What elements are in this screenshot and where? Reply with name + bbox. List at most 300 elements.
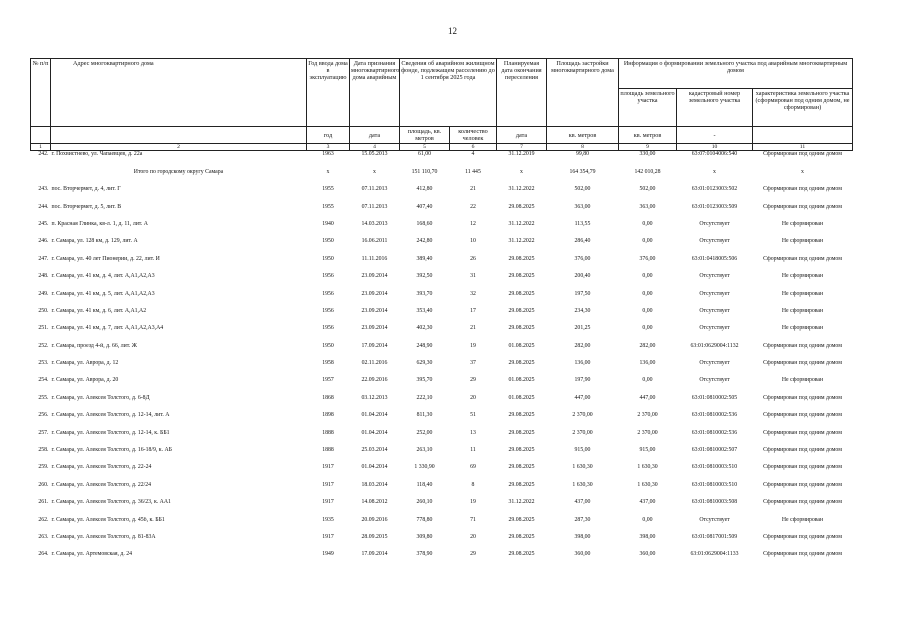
cadastral-number-cell: Отсутствует — [699, 377, 730, 384]
planned-date-cell: 29.08.2025 — [508, 273, 535, 280]
characteristic-cell: Сформирован под одним домом — [763, 255, 842, 262]
building-area-cell: 447,00 — [574, 394, 591, 401]
people-count-cell: 22 — [470, 203, 476, 210]
address-cell: г. Самара, ул. Алексея Толстого, д. 12-14, к. ББ1 — [51, 429, 170, 436]
area-cell: 407,40 — [416, 203, 433, 210]
cadastral-number-cell: Отсутствует — [699, 290, 730, 297]
characteristic-cell: Не сформирован — [781, 273, 824, 280]
row-number: 264. — [38, 551, 49, 558]
year-cell: 1956 — [322, 273, 334, 280]
recognition-date-cell: 25.03.2014 — [361, 447, 388, 454]
table-row — [31, 551, 853, 568]
column-number: 8 — [547, 144, 619, 151]
characteristic-cell: Не сформирован — [781, 290, 824, 297]
year-cell: 1949 — [322, 551, 334, 558]
building-area-cell: 2 370,00 — [572, 429, 593, 436]
unit-building-area: кв. метров — [547, 127, 619, 144]
row-number: 257. — [38, 429, 49, 436]
address-cell: г. Самара, ул. Алексея Толстого, д. 36/23, к. АА1 — [51, 499, 171, 506]
row-number: 256. — [38, 412, 49, 419]
characteristic-cell: Не сформирован — [781, 377, 824, 384]
recognition-date-cell: 03.12.2013 — [361, 394, 388, 401]
people-count-cell: 11 445 — [465, 168, 481, 175]
cadastral-number-cell: Отсутствует — [699, 516, 730, 523]
header-address: Адрес многоквартирного дома — [51, 59, 307, 127]
table-row — [31, 221, 853, 238]
recognition-date-cell: 02.11.2016 — [361, 360, 388, 367]
area-cell: 118,40 — [416, 481, 433, 488]
row-number: 261. — [38, 499, 49, 506]
building-area-cell: 286,40 — [574, 238, 591, 245]
area-cell: 353,40 — [416, 307, 433, 314]
building-area-cell: 287,30 — [574, 516, 591, 523]
land-area-cell: 363,00 — [639, 203, 656, 210]
row-number: 258. — [38, 447, 49, 454]
area-cell: 378,90 — [416, 551, 433, 558]
land-area-cell: 0,00 — [642, 273, 653, 280]
address-cell: г. Самара, ул. 41 км, д. 6, лит. А,А1,А2 — [51, 307, 147, 314]
cadastral-number-cell: Отсутствует — [699, 238, 730, 245]
recognition-date-cell: 07.11.2013 — [361, 186, 388, 193]
building-area-cell: 282,00 — [574, 342, 591, 349]
table-row — [31, 464, 853, 481]
building-area-cell: 363,00 — [574, 203, 591, 210]
row-number: 254. — [38, 377, 49, 384]
address-cell: г. Похвистнево, ул. Чапаевцев, д. 22а — [51, 151, 307, 169]
area-cell: 248,90 — [416, 342, 433, 349]
building-area-cell: 1 630,30 — [572, 464, 593, 471]
area-cell: 629,30 — [416, 360, 433, 367]
header-building-area: Площадь застройки многоквартирного дома — [547, 59, 619, 127]
people-count-cell: 11 — [470, 447, 476, 454]
people-count-cell: 37 — [470, 360, 476, 367]
land-area-cell: 915,00 — [639, 447, 656, 454]
planned-date-cell: 29.08.2025 — [508, 551, 535, 558]
recognition-date-cell: 23.09.2014 — [361, 325, 388, 332]
recognition-date-cell: 14.08.2012 — [361, 499, 388, 506]
recognition-date-cell: 16.06.2011 — [361, 238, 388, 245]
cadastral-number-cell: Отсутствует — [699, 307, 730, 314]
cadastral-number-cell: Отсутствует — [699, 325, 730, 332]
recognition-date-cell: 18.03.2014 — [361, 481, 388, 488]
building-area-cell: 437,00 — [574, 499, 591, 506]
land-area-cell: 330,00 — [619, 151, 677, 169]
recognition-date-cell: 01.04.2014 — [361, 412, 388, 419]
cadastral-number-cell: Отсутствует — [699, 273, 730, 280]
planned-date-cell: 29.08.2025 — [508, 464, 535, 471]
recognition-date-cell: 15.05.2013 — [350, 151, 400, 169]
cadastral-number-cell: 63:01:0629004:1133 — [690, 551, 739, 558]
recognition-date-cell: 07.11.2013 — [361, 203, 388, 210]
header-land-info: Информация о формировании земельного участка под аварийным многоквартирным домом — [619, 59, 853, 89]
cadastral-number-cell: 63:01:0810003:510 — [691, 464, 738, 471]
year-cell: 1868 — [322, 394, 334, 401]
header-cadastral: кадастровый номер земельного участка — [677, 89, 753, 127]
planned-date-cell: x — [520, 168, 523, 175]
area-cell: 151 110,70 — [411, 168, 438, 175]
table-row — [31, 291, 853, 308]
area-cell: 412,80 — [416, 186, 433, 193]
characteristic-cell: Сформирован под одним домом — [763, 203, 842, 210]
planned-date-cell: 01.08.2025 — [508, 342, 535, 349]
row-number: 252. — [38, 342, 49, 349]
address-cell: г. Самара, ул. Алексея Толстого, д. 22/24 — [51, 481, 152, 488]
table-row — [31, 186, 853, 203]
cadastral-number-cell: 63:01:0817001:509 — [691, 534, 738, 540]
planned-date-cell: 29.08.2025 — [508, 307, 535, 314]
land-area-cell: 2 370,00 — [637, 429, 658, 436]
table-row — [31, 517, 853, 534]
address-cell: Итого по городскому округу Самара — [133, 168, 224, 175]
cadastral-number-cell: 63:07:0104006:540 — [677, 151, 753, 169]
planned-date-cell: 29.08.2025 — [508, 255, 535, 262]
planned-date-cell: 29.08.2025 — [508, 412, 535, 419]
row-number: 247. — [38, 255, 49, 262]
building-area-cell: 915,00 — [574, 447, 591, 454]
characteristic-cell: Сформирован под одним домом — [753, 151, 853, 169]
column-number: 11 — [753, 144, 853, 151]
planned-date-cell: 29.08.2025 — [508, 481, 535, 488]
planned-date-cell: 31.12.2022 — [508, 220, 535, 227]
year-cell: 1888 — [322, 447, 334, 454]
table-row — [31, 273, 853, 290]
planned-date-cell: 29.08.2025 — [508, 360, 535, 367]
table-row — [31, 169, 853, 186]
area-cell: 260,10 — [416, 499, 433, 506]
address-cell: г. Самара, ул. 41 км, д. 5, лит. А,А1,А2,А3 — [51, 290, 155, 297]
table-row — [31, 430, 853, 447]
header-recognition-date: Дата признания многоквартирного дома аварийным — [350, 59, 400, 127]
land-area-cell: 0,00 — [642, 516, 653, 523]
people-count-cell: 17 — [470, 307, 476, 314]
planned-date-cell: 01.08.2025 — [508, 377, 535, 384]
characteristic-cell: Сформирован под одним домом — [763, 447, 842, 454]
recognition-date-cell: 17.09.2014 — [361, 342, 388, 349]
area-cell: 168,60 — [416, 220, 433, 227]
unit-date: дата — [350, 127, 400, 144]
header-characteristic: характеристика земельного участка (сформирован под одним домом, не сформирован) — [753, 89, 853, 127]
row-number: 248. — [38, 273, 49, 280]
column-number: 5 — [400, 144, 450, 151]
people-count-cell: 20 — [470, 394, 476, 401]
building-area-cell: 1 630,30 — [572, 481, 593, 488]
unit-empty — [31, 127, 51, 144]
year-cell: 1950 — [322, 342, 334, 349]
planned-date-cell: 31.12.2022 — [508, 186, 535, 193]
area-cell: 309,80 — [416, 534, 433, 540]
people-count-cell: 21 — [470, 325, 476, 332]
row-number — [31, 169, 51, 186]
header-land-area: площадь земельного участка — [619, 89, 677, 127]
cadastral-number-cell: x — [713, 168, 716, 175]
building-area-cell: 376,00 — [574, 255, 591, 262]
recognition-date-cell: x — [373, 168, 376, 175]
row-number: 249. — [38, 290, 49, 297]
table-row — [31, 360, 853, 377]
column-number: 7 — [497, 144, 547, 151]
year-cell: 1917 — [322, 534, 334, 540]
address-cell: г. Самара, ул. Алексея Толстого, д. 6-8Д — [51, 394, 150, 401]
land-area-cell: 282,00 — [639, 342, 656, 349]
people-count-cell: 10 — [470, 238, 476, 245]
planned-date-cell: 31.12.2019 — [497, 151, 547, 169]
row-number: 246. — [38, 238, 49, 245]
year-cell: 1956 — [322, 307, 334, 314]
people-count-cell: 4 — [450, 151, 497, 169]
year-cell: 1917 — [322, 481, 334, 488]
year-cell: 1950 — [322, 255, 334, 262]
building-area-cell: 99,80 — [547, 151, 619, 169]
header-year: Год ввода дома в эксплуатацию — [307, 59, 350, 127]
cadastral-number-cell: 63:01:0629004:1132 — [690, 342, 739, 349]
characteristic-cell: Не сформирован — [781, 307, 824, 314]
address-cell: г. Самара, ул. Аврора, д. 20 — [51, 377, 119, 384]
land-area-cell: 360,00 — [639, 551, 656, 558]
table-row — [31, 256, 853, 273]
land-area-cell: 437,00 — [639, 499, 656, 506]
table-row — [31, 395, 853, 412]
people-count-cell: 19 — [470, 342, 476, 349]
address-cell: г. Самара, ул. Аврора, д. 12 — [51, 360, 119, 367]
land-area-cell: 136,00 — [639, 360, 656, 367]
people-count-cell: 29 — [470, 377, 476, 384]
table-row — [31, 447, 853, 464]
area-cell: 392,50 — [416, 273, 433, 280]
building-area-cell: 136,00 — [574, 360, 591, 367]
table-row — [31, 238, 853, 255]
land-area-cell: 0,00 — [642, 238, 653, 245]
year-cell: 1898 — [322, 412, 334, 419]
column-number: 3 — [307, 144, 350, 151]
area-cell: 242,80 — [416, 238, 433, 245]
planned-date-cell: 29.08.2025 — [508, 516, 535, 523]
year-cell: 1917 — [322, 499, 334, 506]
land-area-cell: 0,00 — [642, 307, 653, 314]
address-cell: пос. Вторчермет, д. 4, лит. Г — [51, 186, 121, 193]
people-count-cell: 13 — [470, 429, 476, 436]
recognition-date-cell: 01.04.2014 — [361, 429, 388, 436]
land-area-cell: 1 630,30 — [637, 464, 658, 471]
cadastral-number-cell: 63:01:0810002:507 — [691, 447, 738, 454]
row-number: 255. — [38, 394, 49, 401]
unit-empty — [51, 127, 307, 144]
people-count-cell: 8 — [471, 481, 475, 488]
year-cell: 1956 — [322, 325, 334, 332]
row-number: 242. — [31, 151, 51, 169]
building-area-cell: 234,30 — [574, 307, 591, 314]
cadastral-number-cell: 63:01:0123003:509 — [691, 203, 738, 210]
recognition-date-cell: 28.09.2015 — [361, 534, 388, 540]
row-number: 243. — [38, 186, 49, 193]
characteristic-cell: Не сформирован — [781, 238, 824, 245]
table-row — [31, 204, 853, 221]
people-count-cell: 69 — [470, 464, 476, 471]
people-count-cell: 12 — [470, 220, 476, 227]
people-count-cell: 20 — [470, 534, 476, 540]
cadastral-number-cell: 63:01:0810002:536 — [691, 412, 738, 419]
address-cell: г. Самара, ул. 40 лет Пионерии, д. 22, лит. И — [51, 255, 160, 262]
address-cell: г. Самара, ул. 41 км, д. 7, лит. А,А1,А2,А3,А4 — [51, 325, 164, 332]
characteristic-cell: Не сформирован — [781, 220, 824, 227]
characteristic-cell: Сформирован под одним домом — [763, 499, 842, 506]
year-cell: 1956 — [322, 290, 334, 297]
year-cell: 1917 — [322, 464, 334, 471]
cadastral-number-cell: Отсутствует — [699, 220, 730, 227]
building-area-cell: 398,00 — [574, 534, 591, 540]
land-area-cell: 447,00 — [639, 394, 656, 401]
cadastral-number-cell: Отсутствует — [699, 360, 730, 367]
address-cell: г. Самара, ул. Алексея Толстого, д. 45б, к. ББ1 — [51, 516, 165, 523]
recognition-date-cell: 11.11.2016 — [361, 255, 388, 262]
people-count-cell: 21 — [470, 186, 476, 193]
planned-date-cell: 29.08.2025 — [508, 325, 535, 332]
unit-empty — [753, 127, 853, 144]
row-number: 250. — [38, 307, 49, 314]
characteristic-cell: Не сформирован — [781, 516, 824, 523]
year-cell: x — [326, 168, 330, 175]
area-cell: 402,30 — [416, 325, 433, 332]
cadastral-number-cell: 63:01:0810002:536 — [691, 429, 738, 436]
recognition-date-cell: 22.09.2016 — [361, 377, 388, 384]
year-cell: 1957 — [322, 377, 334, 384]
characteristic-cell: Сформирован под одним домом — [763, 394, 842, 401]
header-planned-date: Планируемая дата окончания переселения — [497, 59, 547, 127]
building-area-cell: 197,90 — [574, 377, 591, 384]
row-number: 245. — [38, 220, 49, 227]
table-row — [31, 482, 853, 499]
table-row — [31, 412, 853, 429]
row-number: 253. — [38, 360, 49, 367]
address-cell: г. Самара, ул. Алексея Толстого, д. 81-83А — [51, 534, 156, 540]
characteristic-cell: Сформирован под одним домом — [763, 481, 842, 488]
address-cell: г. Самара, ул. Артемовская, д. 24 — [51, 551, 133, 558]
people-count-cell: 19 — [470, 499, 476, 506]
table-row — [31, 499, 853, 516]
year-cell: 1963 — [307, 151, 350, 169]
characteristic-cell: Сформирован под одним домом — [763, 551, 842, 558]
area-cell: 222,10 — [416, 394, 433, 401]
unit-land-area: кв. метров — [619, 127, 677, 144]
people-count-cell: 51 — [470, 412, 476, 419]
table-row — [31, 534, 853, 551]
unit-cadastral: - — [677, 127, 753, 144]
address-cell: г. Самара, ул. Алексея Толстого, д. 16-18/9, к. АБ — [51, 447, 173, 454]
building-area-cell: 164 354,79 — [569, 168, 596, 175]
area-cell: 393,70 — [416, 290, 433, 297]
row-number: 260. — [38, 481, 49, 488]
building-area-cell: 201,25 — [574, 325, 591, 332]
cadastral-number-cell: 63:01:0810003:510 — [691, 481, 738, 488]
recognition-date-cell: 23.09.2014 — [361, 307, 388, 314]
column-number: 6 — [450, 144, 497, 151]
planned-date-cell: 29.08.2025 — [508, 290, 535, 297]
characteristic-cell: Сформирован под одним домом — [763, 360, 842, 367]
page-number: 12 — [448, 26, 457, 36]
header-fund-info: Сведения об аварийном жилищном фонде, подлежащем расселению до 1 сентября 2025 года — [400, 59, 497, 127]
area-cell: 1 330,90 — [414, 464, 435, 471]
people-count-cell: 31 — [470, 273, 476, 280]
planned-date-cell: 29.08.2025 — [508, 429, 535, 436]
column-number: 2 — [51, 144, 307, 151]
land-area-cell: 502,00 — [639, 186, 656, 193]
characteristic-cell: Сформирован под одним домом — [763, 429, 842, 436]
row-number: 251. — [38, 325, 49, 332]
address-cell: г. Самара, ул. 41 км, д. 4, лит. А,А1,А2,А3 — [51, 273, 155, 280]
table-row — [31, 308, 853, 325]
characteristic-cell: Сформирован под одним домом — [763, 534, 842, 540]
planned-date-cell: 29.08.2025 — [508, 447, 535, 454]
year-cell: 1950 — [322, 238, 334, 245]
table-row — [31, 343, 853, 360]
unit-area: площадь, кв. метров — [400, 127, 450, 144]
year-cell: 1958 — [322, 360, 334, 367]
unit-people: количество человек — [450, 127, 497, 144]
cadastral-number-cell: 63:01:0810002:505 — [691, 394, 738, 401]
area-cell: 778,80 — [416, 516, 433, 523]
recognition-date-cell: 17.09.2014 — [361, 551, 388, 558]
planned-date-cell: 31.12.2022 — [508, 238, 535, 245]
area-cell: 252,00 — [416, 429, 433, 436]
land-area-cell: 2 370,00 — [637, 412, 658, 419]
land-area-cell: 376,00 — [639, 255, 656, 262]
people-count-cell: 32 — [470, 290, 476, 297]
column-number: 1 — [31, 144, 51, 151]
year-cell: 1888 — [322, 429, 334, 436]
cadastral-number-cell: 63:01:0810003:508 — [691, 499, 738, 506]
land-area-cell: 1 630,30 — [637, 481, 658, 488]
recognition-date-cell: 20.09.2016 — [361, 516, 388, 523]
planned-date-cell: 31.12.2022 — [508, 499, 535, 506]
row-number: 263. — [38, 534, 49, 540]
characteristic-cell: Сформирован под одним домом — [763, 464, 842, 471]
land-area-cell: 0,00 — [642, 377, 653, 384]
area-cell: 61,00 — [400, 151, 450, 169]
planned-date-cell: 01.08.2025 — [508, 394, 535, 401]
recognition-date-cell: 14.03.2013 — [361, 220, 388, 227]
building-area-cell: 502,00 — [574, 186, 591, 193]
building-area-cell: 113,55 — [574, 220, 591, 227]
year-cell: 1935 — [322, 516, 334, 523]
table-row — [31, 151, 853, 169]
table-row — [31, 377, 853, 394]
unit-plan-date: дата — [497, 127, 547, 144]
building-area-cell: 197,50 — [574, 290, 591, 297]
address-cell: г. Самара, ул. Алексея Толстого, д. 12-14, лит. А — [51, 412, 170, 419]
row-number: 244. — [38, 203, 49, 210]
land-area-cell: 0,00 — [642, 290, 653, 297]
row-number: 259. — [38, 464, 49, 471]
address-cell: п. Красная Глинка, кв-л. 1, д. 11, лит. А — [51, 220, 148, 227]
planned-date-cell: 29.08.2025 — [508, 534, 535, 540]
planned-date-cell: 29.08.2025 — [508, 203, 535, 210]
land-area-cell: 398,00 — [639, 534, 656, 540]
column-number: 4 — [350, 144, 400, 151]
row-number: 262. — [38, 516, 49, 523]
characteristic-cell: Сформирован под одним домом — [763, 342, 842, 349]
address-cell: г. Самара, проезд 4-й, д. 66, лит. Ж — [51, 342, 137, 349]
area-cell: 395,70 — [416, 377, 433, 384]
building-area-cell: 360,00 — [574, 551, 591, 558]
land-area-cell: 0,00 — [642, 220, 653, 227]
header-num: № п/п — [31, 59, 51, 127]
emergency-housing-table — [30, 58, 853, 569]
area-cell: 263,10 — [416, 447, 433, 454]
cadastral-number-cell: 63:01:0418005:506 — [691, 255, 738, 262]
table-row — [31, 325, 853, 342]
recognition-date-cell: 23.09.2014 — [361, 273, 388, 280]
land-area-cell: 0,00 — [642, 325, 653, 332]
year-cell: 1940 — [322, 220, 334, 227]
